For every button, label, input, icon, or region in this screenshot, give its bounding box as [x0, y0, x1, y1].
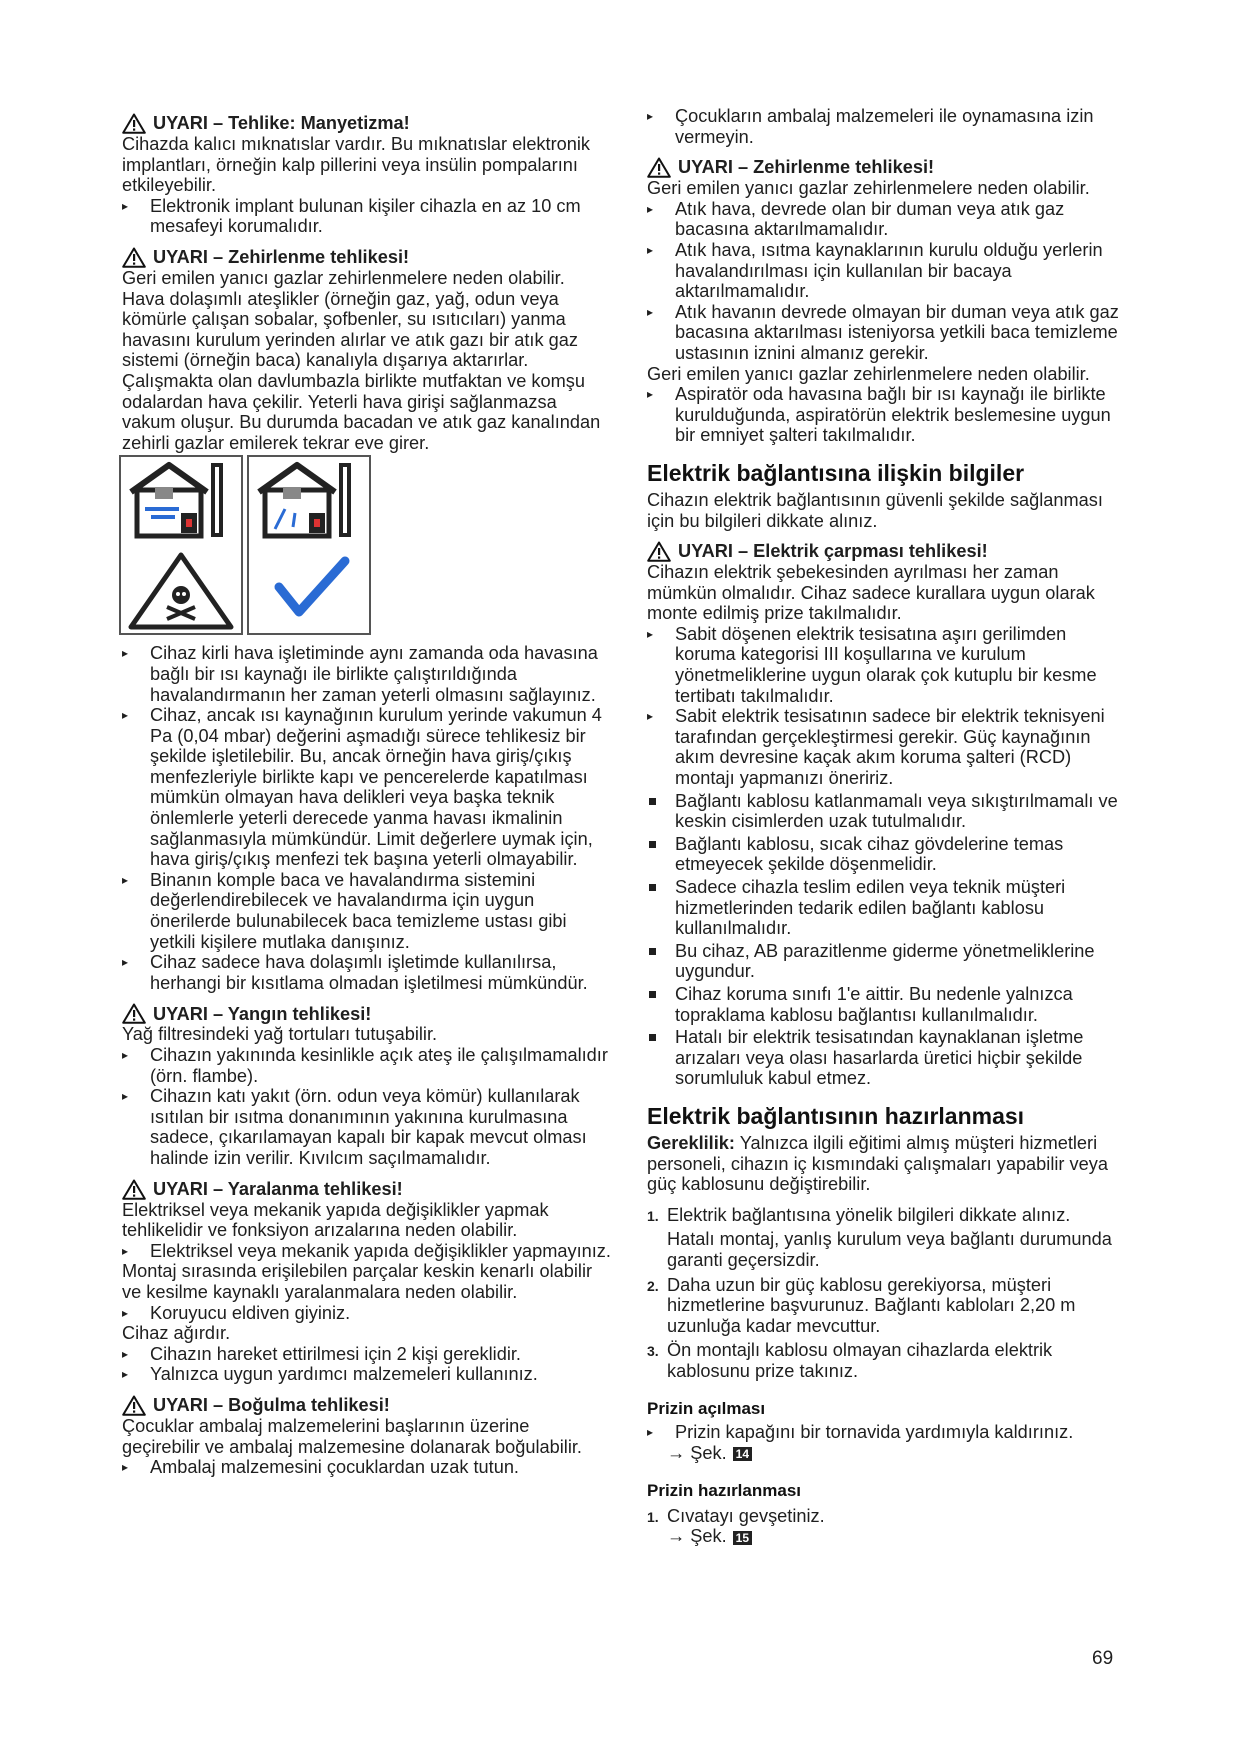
list-item: ▸ Atık havanın devrede olmayan bir duman veya atık gaz bacasına aktarılması isteniyorsa yetkili baca temizleme ustasının iznini almanız gerekir.	[647, 302, 1127, 364]
bullet-list	[647, 106, 1127, 147]
warning-electric-shock-title: UYARI – Elektrik çarpması tehlikesi!	[647, 541, 1127, 562]
warning-suffocation-text: Çocuklar ambalaj malzemelerini başlarının üzerine geçirebilir ve ambalaj malzemesine dolanarak boğulabilir.	[122, 1415, 582, 1457]
list-item: ▸ Atık hava, ısıtma kaynaklarının kurulu olduğu yerlerin havalandırılması için kullanılan bir bacaya aktarılmamalıdır.	[647, 240, 1127, 302]
list-item: ▸ Cihaz kirli hava işletiminde aynı zamanda oda havasına bağlı bir ısı kaynağı ile birlikte çalıştırıldığında havalandırmanın her zaman yeterli olmasını sağlayınız.	[122, 643, 612, 705]
step-list	[647, 1205, 1127, 1382]
warning-triangle-icon	[122, 1395, 146, 1416]
list-item: ▸ Cihazın hareket ettirilmesi için 2 kişi gereklidir.	[122, 1344, 612, 1365]
square-bullet-list	[647, 791, 1127, 1089]
list-item: ▸ Prizin kapağını bir tornavida yardımıyla kaldırınız.	[647, 1422, 1127, 1443]
section-heading-electrical-prep: Elektrik bağlantısının hazırlanması	[647, 1102, 1025, 1129]
list-item: Bu cihaz, AB parazitlenme giderme yönetmeliklerine uygundur.	[647, 941, 1127, 982]
warning-triangle-icon	[647, 157, 671, 178]
list-item: Bağlantı kablosu katlanmamalı veya sıkıştırılmamalı ve keskin cisimlerden uzak tutulmalıdır.	[647, 791, 1127, 832]
figure-panel-danger	[119, 455, 243, 635]
subheading-open-socket: Prizin açılması	[647, 1399, 766, 1419]
warning-injury-text-3: Cihaz ağırdır.	[122, 1323, 231, 1344]
bullet-list	[122, 196, 612, 237]
list-item: ▸ Atık hava, devrede olan bir duman veya atık gaz bacasına aktarılmamalıdır.	[647, 199, 1127, 240]
list-item: ▸ Elektriksel veya mekanik yapıda değişiklikler yapmayınız.	[122, 1241, 612, 1262]
step-item: 2. Daha uzun bir güç kablosu gerekiyorsa, müşteri hizmetlerine başvurunuz. Bağlantı kabloları 2,20 m uzunluğa kadar mevcuttur.	[647, 1274, 1076, 1336]
step-item: 3. Ön montajlı kablosu olmayan cihazlarda elektrik kablosunu prize takınız.	[647, 1340, 1053, 1381]
step-note: Hatalı montaj, yanlış kurulum veya bağlantı durumunda garanti geçersizdir.	[667, 1229, 1112, 1270]
warning-poison-text: Geri emilen yanıcı gazlar zehirlenmelere neden olabilir. Hava dolaşımlı ateşlikler (örneğin gaz, yağ, odun veya kömürle çalışan sobalar, şofbenler, su ısıtıcıları) yanma havasını kurulum yerinden alırlar ve atık gazı bir atık gaz sistemi (örneğin baca) kanalıyla dışarıya aktarırlar. Çalışmakta olan davlumbazla birlikte mutfaktan ve komşu odalardan hava çekilir. Yeterli hava girişi sağlanmazsa vakum oluşur. Bu durumda bacadan ve atık gaz kanalından zehirli gazlar emilerek tekrar eve girer.	[122, 267, 601, 453]
house-check-icon	[249, 457, 369, 633]
list-item: ▸ Çocukların ambalaj malzemeleri ile oynamasına izin vermeyin.	[647, 106, 1127, 147]
list-item: Sadece cihazla teslim edilen veya teknik müşteri hizmetlerinden tedarik edilen bağlantı kablosu kullanılmalıdır.	[647, 877, 1127, 939]
ventilation-figure	[119, 455, 612, 635]
bullet-list	[122, 1457, 612, 1478]
warning-poison-2-text-2: Geri emilen yanıcı gazlar zehirlenmelere neden olabilir.	[647, 363, 1090, 384]
bullet-list	[647, 384, 1127, 446]
warning-poison-title: UYARI – Zehirlenme tehlikesi!	[122, 247, 612, 268]
warning-triangle-icon	[122, 247, 146, 268]
list-item: ▸ Yalnızca uygun yardımcı malzemeleri kullanınız.	[122, 1364, 612, 1385]
warning-magnetism-text: Cihazda kalıcı mıknatıslar vardır. Bu mıknatıslar elektronik implantları, örneğin kalp pillerini veya insülin pompalarını etkileyebilir.	[122, 134, 590, 196]
bullet-list	[122, 1241, 612, 1262]
warning-magnetism-title: UYARI – Tehlike: Manyetizma!	[122, 113, 612, 134]
list-item: ▸ Sabit elektrik tesisatının sadece bir elektrik teknisyeni tarafından gerçekleştirmesi gerekir. Güç kaynağının akım devresine kaçak akım koruma şalteri (RCD) montajı yapmanızı öneririz.	[647, 706, 1127, 788]
warning-suffocation-title: UYARI – Boğulma tehlikesi!	[122, 1395, 612, 1416]
list-item: Bağlantı kablosu, sıcak cihaz gövdelerine temas etmeyecek şekilde döşenmelidir.	[647, 834, 1127, 875]
warning-fire-text: Yağ filtresindeki yağ tortuları tutuşabilir.	[122, 1024, 438, 1045]
bullet-list	[122, 1045, 612, 1169]
warning-triangle-icon	[122, 1003, 146, 1024]
figure-panel-ok	[247, 455, 371, 635]
list-item: Cihaz koruma sınıfı 1'e aittir. Bu nedenle yalnızca topraklama kablosu bağlantısı kullanılmalıdır.	[647, 984, 1127, 1025]
subheading-prepare-socket: Prizin hazırlanması	[647, 1481, 801, 1501]
list-item: ▸ Cihazın katı yakıt (örn. odun veya kömür) kullanılarak ısıtılan bir ısıtma donanımının yakınına kurulmasına sadece, çıkarılamayan kapalı bir kapak mevcut olması halinde izin verilir. Kıvılcım saçılmamalıdır.	[122, 1086, 612, 1168]
list-item: ▸ Sabit döşenen elektrik tesisatına aşırı gerilimden koruma kategorisi III koşullarına ve kurulum yönetmeliklerine uygun olarak çok kutuplu bir kesme tertibatı takılmalıdır.	[647, 624, 1127, 706]
house-poison-icon	[121, 457, 241, 633]
bullet-list	[122, 1344, 612, 1385]
list-item: ▸ Cihaz sadece hava dolaşımlı işletimde kullanılırsa, herhangi bir kısıtlama olmadan işletilmesi mümkündür.	[122, 952, 612, 993]
list-item: ▸ Elektronik implant bulunan kişiler cihazla en az 10 cm mesafeyi korumalıdır.	[122, 196, 612, 237]
figure-number-badge: 15	[733, 1531, 752, 1545]
bullet-list	[647, 1422, 1127, 1443]
left-column	[122, 113, 612, 1478]
list-item: ▸ Aspiratör oda havasına bağlı bir ısı kaynağı ile birlikte kurulduğunda, aspiratörün elektrik beslemesine uygun bir emniyet şalteri takılmalıdır.	[647, 384, 1127, 446]
list-item: ▸ Cihazın yakınında kesinlikle açık ateş ile çalışılmamalıdır (örn. flambe).	[122, 1045, 612, 1086]
warning-poison-2-text: Geri emilen yanıcı gazlar zehirlenmelere neden olabilir.	[647, 178, 1090, 199]
bullet-list	[122, 1303, 612, 1324]
warning-triangle-icon	[647, 541, 671, 562]
step-item: 1. Cıvatayı gevşetiniz.	[647, 1505, 825, 1526]
page-number: 69	[1092, 1648, 1114, 1669]
section-heading-electrical-info: Elektrik bağlantısına ilişkin bilgiler	[647, 459, 1025, 486]
step-item: 1. Elektrik bağlantısına yönelik bilgileri dikkate alınız. Hatalı montaj, yanlış kurulum veya bağlantı durumunda garanti geçersizdir.	[647, 1205, 1127, 1271]
figure-number-badge: 14	[733, 1447, 752, 1461]
warning-injury-text: Elektriksel veya mekanik yapıda değişiklikler yapmak tehlikelidir ve fonksiyon arızalarına neden olabilir.	[122, 1199, 549, 1241]
warning-injury-title: UYARI – Yaralanma tehlikesi!	[122, 1179, 612, 1200]
figure-reference[interactable]: → Şek. 14	[647, 1443, 1127, 1464]
right-column	[647, 106, 1127, 1547]
warning-injury-text-2: Montaj sırasında erişilebilen parçalar keskin kenarlı olabilir ve kesilme kaynaklı yaralanmalara neden olabilir.	[122, 1261, 593, 1302]
step-list	[647, 1506, 1127, 1527]
list-item: Hatalı bir elektrik tesisatından kaynaklanan işletme arızaları veya olası hasarlarda üretici hiçbir şekilde sorumluluk kabul etmez.	[647, 1027, 1127, 1089]
figure-reference[interactable]: → Şek. 15	[647, 1526, 1127, 1547]
requirement-text: Gereklilik: Yalnızca ilgili eğitimi almış müşteri hizmetleri personeli, cihazın iç kısmındaki çalışmaları yapabilir veya güç kablosunu değiştirebilir.	[647, 1132, 1108, 1195]
warning-triangle-icon	[122, 1179, 146, 1200]
warning-poison-2-title: UYARI – Zehirlenme tehlikesi!	[647, 157, 1127, 178]
list-item: ▸ Koruyucu eldiven giyiniz.	[122, 1303, 612, 1324]
warning-electric-shock-text: Cihazın elektrik şebekesinden ayrılması her zaman mümkün olmalıdır. Cihaz sadece kurallara uygun olarak monte edilmiş prize takılmalıdır.	[647, 562, 1095, 624]
list-item: ▸ Cihaz, ancak ısı kaynağının kurulum yerinde vakumun 4 Pa (0,04 mbar) değerini aşmadığı sürece tehlikesiz bir şekilde işletilebilir. Bu, ancak örneğin hava giriş/çıkış menfezleriyle birlikte kapı ve pencerelerde kapatılması mümkün olmayan hava delikleri veya başka teknik önlemlerle yeterli derecede yanma havası ikmalinin sağlanmasıyla mümkündür. Limit değerlere uymak için, hava giriş/çıkış menfezi tek başına yeterli olmayabilir.	[122, 705, 612, 870]
list-item: ▸ Binanın komple baca ve havalandırma sistemini değerlendirebilecek ve havalandırma için uygun önerilerde bulunabilecek baca temizleme ustası gibi yetkili kişilere mutlaka danışınız.	[122, 870, 612, 952]
bullet-list	[647, 624, 1127, 789]
bullet-list	[647, 199, 1127, 364]
bullet-list	[122, 643, 612, 993]
section-intro: Cihazın elektrik bağlantısının güvenli şekilde sağlanması için bu bilgileri dikkate alınız.	[647, 489, 1103, 531]
warning-fire-title: UYARI – Yangın tehlikesi!	[122, 1003, 612, 1024]
list-item: ▸ Ambalaj malzemesini çocuklardan uzak tutun.	[122, 1457, 612, 1478]
requirement-label: Gereklilik:	[647, 1132, 735, 1153]
warning-triangle-icon	[122, 113, 146, 134]
